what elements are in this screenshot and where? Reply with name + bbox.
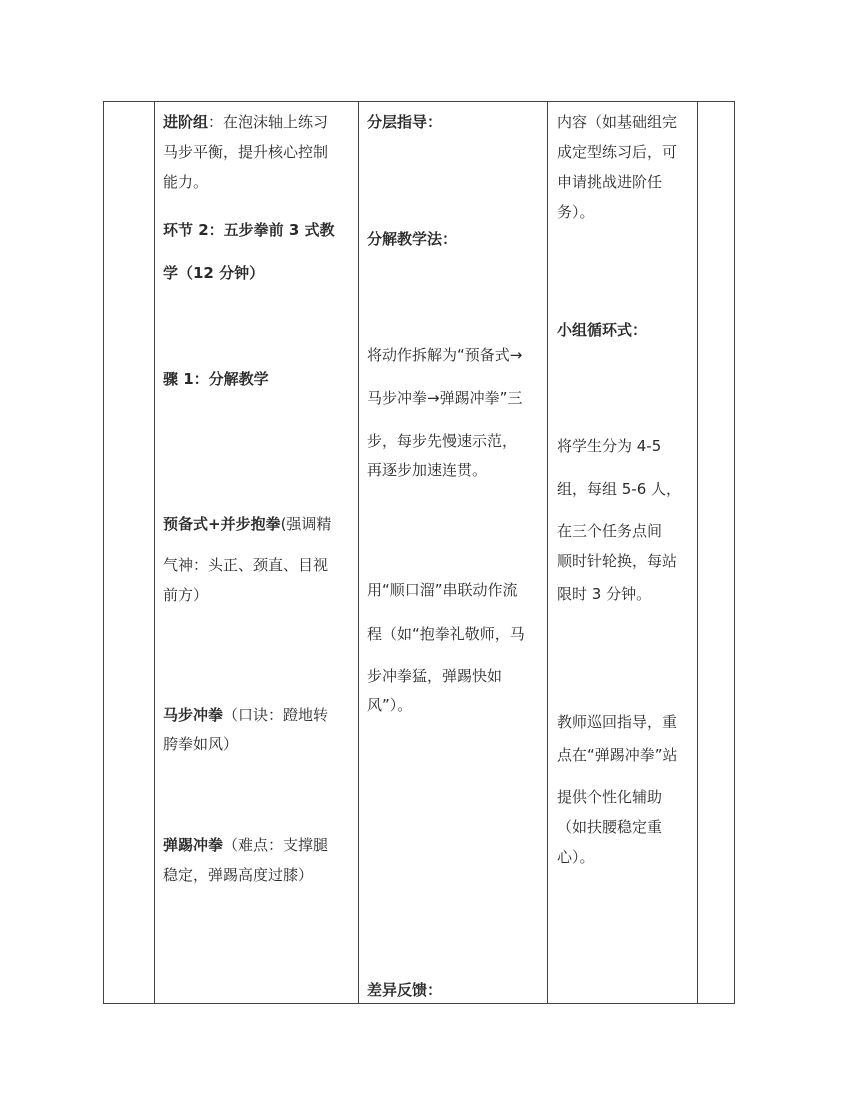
decomposition-line-4: 再逐步加速连贯。	[367, 461, 488, 479]
group-line-1: 将学生分为 4-5	[557, 437, 662, 455]
move1-line	[163, 509, 331, 539]
move2-label: 马步冲拳	[163, 706, 224, 724]
teacher-line-4: （如扶腰稳定重	[557, 818, 663, 836]
content-line-3: 申请挑战进阶任	[557, 173, 663, 191]
table-top-border	[103, 101, 735, 102]
move2-line-2: 胯拳如风）	[163, 735, 239, 753]
differential-feedback-title: 差异反馈：	[367, 981, 443, 999]
move1-label: 预备式+并步抱拳	[163, 515, 281, 533]
table-border-5	[697, 101, 698, 1004]
teacher-line-3: 提供个性化辅助	[557, 788, 663, 806]
move3-text: （难点：支撑腿	[223, 836, 329, 854]
content-line-1: 内容（如基础组完	[557, 113, 678, 131]
move2-line	[163, 700, 328, 730]
move3-line	[163, 830, 328, 860]
advanced-group-line-2: 马步平衡，提升核心控制	[163, 143, 329, 161]
decomposition-line-3: 步，每步先慢速示范，	[367, 432, 518, 450]
group-line-5: 限时 3 分钟。	[557, 585, 652, 603]
table-border-4	[547, 101, 548, 1004]
section2-heading: 环节 2：五步拳前 3 式教	[163, 221, 335, 239]
decomposition-line-2: 马步冲拳→弹踢冲拳”三	[367, 389, 523, 407]
advanced-group-line	[163, 107, 328, 137]
advanced-group-text: ：在泡沫轴上练习	[208, 113, 329, 131]
rhyme-line-1: 用“顺口溜”串联动作流	[367, 581, 518, 599]
group-rotation-title: 小组循环式：	[557, 321, 648, 339]
advanced-group-line-3: 能力。	[163, 173, 209, 191]
move3-label: 弹踢冲拳	[163, 836, 224, 854]
group-line-2: 组，每组 5-6 人，	[557, 480, 682, 498]
move2-text: （口诀：蹬地转	[223, 706, 329, 724]
step1-heading: 骤 1：分解教学	[163, 370, 269, 388]
advanced-group-label: 进阶组	[163, 113, 209, 131]
layered-guidance-title: 分层指导：	[367, 113, 443, 131]
decomposition-title: 分解教学法：	[367, 230, 458, 248]
move3-line-2: 稳定，弹踢高度过膝）	[163, 866, 314, 884]
move1-text: (强调精	[280, 515, 332, 533]
teacher-line-1: 教师巡回指导，重	[557, 713, 678, 731]
group-line-4: 顺时针轮换，每站	[557, 552, 678, 570]
rhyme-line-3: 步冲拳猛，弹踢快如	[367, 667, 503, 685]
teacher-line-2: 点在“弹踢冲拳”站	[557, 746, 678, 764]
table-border-3	[358, 101, 359, 1004]
rhyme-line-2: 程（如“抱拳礼敬师，马	[367, 625, 525, 643]
rhyme-line-4: 风”）。	[367, 696, 413, 714]
teacher-line-5: 心）。	[557, 848, 595, 866]
section2-heading-2: 学（12 分钟）	[163, 264, 265, 282]
group-line-3: 在三个任务点间	[557, 522, 663, 540]
content-line-4: 务）。	[557, 203, 595, 221]
move1-line-2: 气神：头正、颈直、目视	[163, 556, 329, 574]
decomposition-line-1: 将动作拆解为“预备式→	[367, 346, 523, 364]
table-border-2	[154, 101, 155, 1004]
table-border-6	[734, 101, 735, 1004]
move1-line-3: 前方）	[163, 586, 209, 604]
content-line-2: 成定型练习后，可	[557, 143, 678, 161]
table-border-1	[103, 101, 104, 1004]
